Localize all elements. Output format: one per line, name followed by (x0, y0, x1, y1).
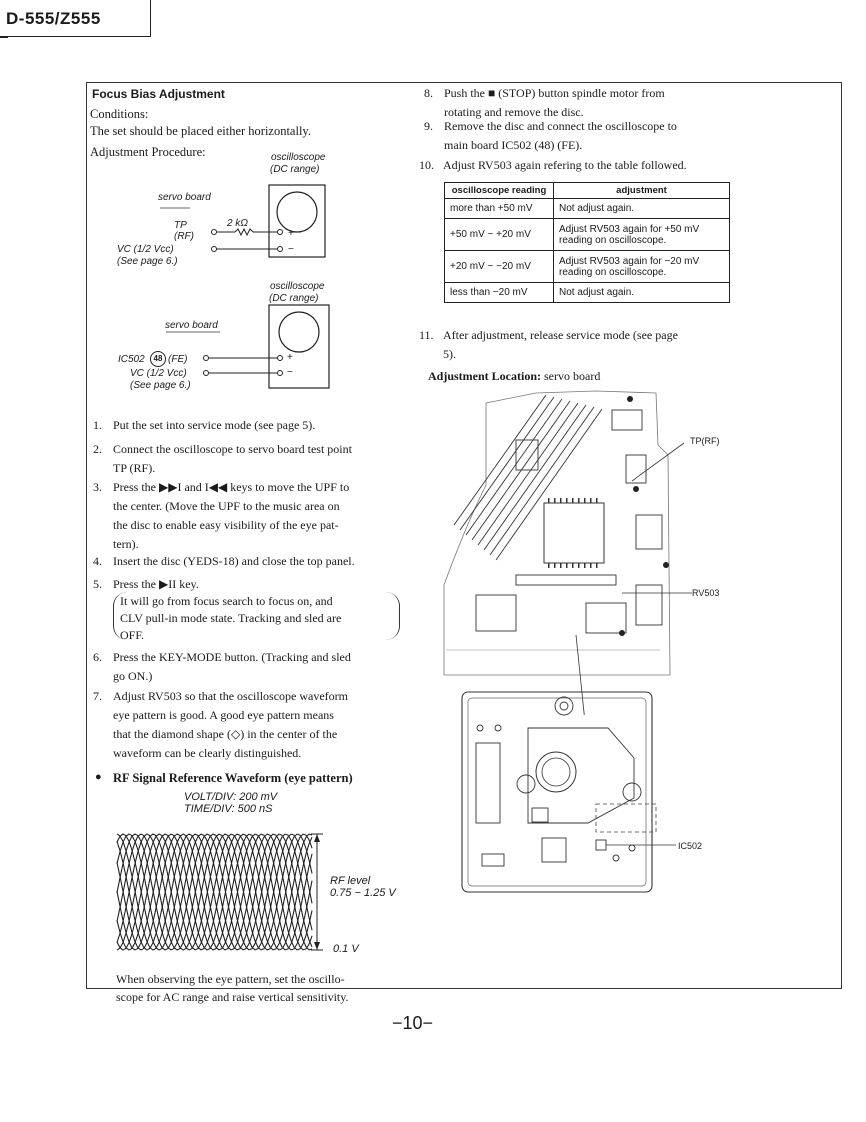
scope-minus-terminal-2 (278, 371, 283, 376)
screw-hole (623, 783, 641, 801)
volt-div: VOLT/DIV: 200 mV (184, 791, 278, 803)
minus-sign-1: − (288, 244, 294, 255)
step-line: TP (RF). (113, 461, 156, 475)
step-line: eye pattern is good. A good eye pattern means (113, 708, 334, 722)
component-block (636, 515, 662, 549)
step-number: 8. (424, 86, 433, 100)
step-line: the disc to enable easy visibility of the eye pat- (113, 518, 339, 532)
cell-reading: +20 mV ~ −20 mV (445, 251, 554, 283)
screw-hole (629, 845, 635, 851)
step-line: Push the ■ (STOP) button spindle motor from (444, 86, 665, 100)
scope-plus-terminal-2 (278, 356, 283, 361)
cell-adjustment: Adjust RV503 again for +50 mV reading on oscilloscope. (554, 219, 730, 251)
solder-dot (627, 396, 633, 402)
step-line: Press the ▶II key. (113, 577, 199, 591)
component-block (476, 743, 500, 823)
oscilloscope-screen-1 (277, 192, 317, 232)
rf-label: (RF) (174, 231, 194, 242)
adjustment-table (444, 182, 730, 303)
step5-note (120, 593, 341, 644)
table-row (445, 283, 730, 303)
rf-level-value: 0.75 − 1.25 V (330, 887, 396, 899)
screw-hole (555, 697, 573, 715)
screw-hole (517, 775, 535, 793)
step-line: Press the ▶▶I and I◀◀ keys to move the UPF to (113, 480, 350, 494)
adjustment-location (428, 369, 600, 384)
plus-sign-2: + (287, 352, 293, 363)
step-line: Adjust RV503 again refering to the table followed. (443, 158, 687, 172)
ic-chip (544, 503, 604, 563)
fe-label: (FE) (168, 354, 188, 365)
cell-adjustment: Not adjust again. (554, 283, 730, 303)
step-line: rotating and remove the disc. (444, 105, 584, 119)
step-line: After adjustment, release service mode (see page (443, 328, 678, 342)
tp-terminal (212, 230, 217, 235)
step-number: 9. (424, 119, 433, 133)
step-line: waveform can be clearly distinguished. (113, 746, 302, 760)
step-line: Insert the disc (YEDS-18) and close the top panel. (113, 554, 355, 568)
tp-rf-label: TP(RF) (690, 436, 720, 446)
conditions-label: Conditions: (90, 107, 149, 121)
step-number: 7. (93, 689, 102, 703)
tp-label: TP (174, 220, 187, 231)
step-number: 1. (93, 418, 102, 432)
step-line: 5). (443, 347, 456, 361)
component-block (516, 440, 538, 470)
step-line: main board IC502 (48) (FE). (444, 138, 583, 152)
main-board-drawing (458, 688, 728, 900)
table-row (445, 219, 730, 251)
cell-reading: +50 mV ~ +20 mV (445, 219, 554, 251)
note-line: When observing the eye pattern, set the oscillo- (116, 972, 345, 986)
step-number: 2. (93, 442, 102, 456)
eye-pattern-waveform (112, 826, 342, 960)
vc-label-2: VC (1/2 Vcc) (130, 368, 187, 379)
note-line: It will go from focus search to focus on, and (120, 594, 333, 608)
cell-adjustment: Not adjust again. (554, 199, 730, 219)
step-line: Adjust RV503 so that the oscilloscope waveform (113, 689, 349, 703)
header-reading: oscilloscope reading (445, 183, 554, 199)
solder-dot (663, 562, 669, 568)
cell-reading: more than +50 mV (445, 199, 554, 219)
model-label: D-555/Z555 (6, 9, 101, 28)
servo-board-drawing (436, 385, 736, 715)
conditions-text: The set should be placed either horizontally. (90, 124, 311, 138)
screw-hole (613, 855, 619, 861)
plus-sign-1: + (288, 228, 294, 239)
servo-board-label-1: servo board (158, 192, 211, 203)
vc-terminal-2 (204, 371, 209, 376)
spindle-motor-inner (542, 758, 570, 786)
step-line: the center. (Move the UPF to the music area on (113, 499, 340, 513)
min-level-value: 0.1 V (333, 943, 359, 955)
table-row (445, 251, 730, 283)
scope-plus-terminal-1 (278, 230, 283, 235)
diagram1-circuit (150, 180, 340, 270)
bullet-icon: ● (95, 771, 102, 783)
oscilloscope-screen-2 (279, 312, 319, 352)
model-tab (0, 0, 151, 37)
step-line: Put the set into service mode (see page 5). (113, 418, 316, 432)
time-div: TIME/DIV: 500 nS (184, 803, 273, 815)
component-block (542, 838, 566, 862)
screw-hole (477, 725, 483, 731)
solder-dot (633, 486, 639, 492)
component-block (482, 854, 504, 866)
waveform-title: RF Signal Reference Waveform (eye pattern) (113, 771, 353, 785)
servo-board-label-2: servo board (165, 320, 218, 331)
cell-reading: less than −20 mV (445, 283, 554, 303)
vc-label-1: VC (1/2 Vcc) (117, 244, 174, 255)
resistor-label: 2 kΩ (227, 218, 248, 229)
cell-adjustment: Adjust RV503 again for −20 mV reading on oscilloscope. (554, 251, 730, 283)
step-line: Press the KEY-MODE button. (Tracking and sled (113, 650, 351, 664)
location-label: Adjustment Location: (428, 369, 541, 383)
tp-rf-leader (632, 443, 684, 481)
arrow-down-icon (314, 942, 320, 950)
step-line: tern). (113, 537, 139, 551)
ic502-location-label: IC502 (678, 841, 703, 851)
oscilloscope-box-2 (269, 305, 329, 388)
arrow-up-icon (314, 834, 320, 842)
scope-range-2: (DC range) (269, 293, 319, 304)
minus-sign-2: − (287, 367, 293, 378)
component-block (586, 603, 626, 633)
component-block (516, 575, 616, 585)
component-block (476, 595, 516, 631)
mechanism-outline (528, 728, 634, 823)
rf-level-label: RF level (330, 875, 371, 887)
component-block (626, 455, 646, 483)
rv503-label: RV503 (692, 588, 720, 598)
scope-minus-terminal-1 (278, 247, 283, 252)
ic502-chip (596, 840, 606, 850)
flex-cable (454, 395, 602, 560)
note-line: OFF. (120, 628, 145, 642)
location-value: servo board (544, 369, 601, 383)
note-line: CLV pull-in mode state. Tracking and sled are (120, 611, 342, 625)
scope-label-1: oscilloscope (271, 152, 326, 163)
pin-48-badge: 48 (150, 351, 166, 367)
step-number: 5. (93, 577, 102, 591)
step-line: Connect the oscilloscope to servo board test point (113, 442, 352, 456)
procedure-label: Adjustment Procedure: (90, 145, 206, 159)
step-number: 4. (93, 554, 102, 568)
component-block (612, 410, 642, 430)
ic-pins (548, 498, 598, 568)
fe-terminal (204, 356, 209, 361)
component-block (532, 808, 548, 822)
scope-label-2: oscilloscope (270, 281, 325, 292)
see-page-2: (See page 6.) (130, 380, 191, 391)
table-row (445, 199, 730, 219)
screw-hole (560, 702, 568, 710)
waveform-note (116, 970, 348, 1006)
step-line: go ON.) (113, 669, 153, 683)
component-block (636, 585, 662, 625)
vc-terminal-1 (212, 247, 217, 252)
screw-hole (495, 725, 501, 731)
step-number: 6. (93, 650, 102, 664)
step-line: Remove the disc and connect the oscilloscope to (444, 119, 677, 133)
header-adjustment: adjustment (554, 183, 730, 199)
step-number: 11. (419, 328, 434, 342)
header-rule (0, 37, 8, 38)
page-number: −10− (392, 1013, 434, 1033)
table-header-row (445, 183, 730, 199)
diagram2-circuit (150, 300, 340, 390)
step-line: that the diamond shape (◇) in the center of the (113, 727, 338, 741)
section-title: Focus Bias Adjustment (92, 87, 225, 101)
step-number: 10. (419, 158, 434, 172)
oscilloscope-box-1 (269, 185, 325, 257)
resistor-symbol (235, 229, 253, 235)
solder-dot (619, 630, 625, 636)
see-page-1: (See page 6.) (117, 256, 178, 267)
ic502-label: IC502 (118, 354, 145, 365)
note-line: scope for AC range and raise vertical sensitivity. (116, 990, 349, 1004)
ic-highlight-box (596, 804, 656, 832)
step-number: 3. (93, 480, 102, 494)
scope-range-1: (DC range) (270, 164, 320, 175)
